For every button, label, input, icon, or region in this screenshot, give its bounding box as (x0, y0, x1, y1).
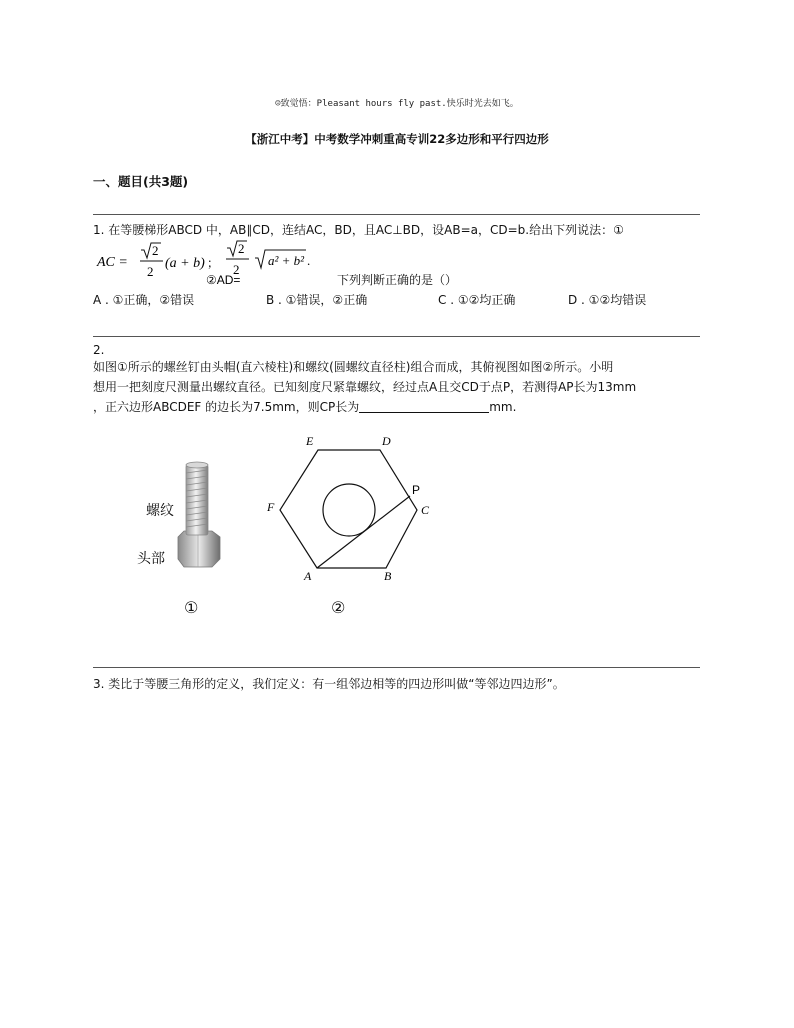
formula1-rad: 2 (152, 243, 159, 258)
line-AP (317, 496, 410, 568)
q3-text: 3. 类比于等腰三角形的定义，我们定义：有一组邻边相等的四边形叫做“等邻边四边形”。 (93, 677, 565, 691)
vertex-F: F (267, 500, 275, 514)
label-thread: 螺纹 (146, 503, 174, 519)
section-heading: 一、题目(共3题) (93, 174, 189, 189)
q1-option-c: C . ①②均正确 (438, 293, 516, 307)
q2-line2: 想用一把刻度尺测量出螺纹直径。已知刻度尺紧靠螺纹，经过点A且交CD于点P，若测得AP长为13mm (93, 380, 637, 394)
q2-line1: 如图①所示的螺丝钉由头帽(直六棱柱)和螺纹(圆螺纹直径柱)组合而成，其俯视图如图②所示。小明 (93, 360, 614, 374)
bolt-head (178, 531, 220, 567)
vertex-B: B (384, 569, 392, 583)
formula1-end: ； (207, 256, 220, 270)
divider-q2 (93, 336, 700, 337)
answer-blank (359, 400, 489, 413)
hexagon-diagram (262, 428, 442, 588)
point-P: P (412, 483, 421, 497)
vertex-E: E (306, 434, 314, 448)
q2-number: 2. (93, 343, 105, 357)
q1-judge: 下列判断正确的是（） (337, 273, 458, 287)
q2-line3-post: mm. (489, 400, 517, 414)
label-head: 头部 (137, 551, 165, 567)
q1-text: 1. 在等腰梯形ABCD 中，AB∥CD，连结AC，BD，且AC⊥BD，设AB=a，CD=b.给出下列说法：① (93, 223, 624, 237)
q1-option-b: B . ①错误，②正确 (266, 293, 368, 307)
q1-option-d: D . ①②均错误 (568, 293, 647, 307)
formula1-paren: (a + b) (165, 256, 205, 271)
formula2-den: 2 (233, 262, 240, 277)
figure-2-caption: ② (331, 598, 346, 617)
formula2-sqrt: a² + b² (268, 253, 305, 268)
vertex-A: A (304, 569, 312, 583)
formula1-den: 2 (147, 264, 154, 279)
figure-2-hexagon (262, 428, 442, 588)
page-title: 【浙江中考】中考数学冲刺重高专训22多边形和平行四边形 (245, 132, 549, 146)
q2-line3-pre: ，正六边形ABCDEF 的边长为7.5mm，则CP长为 (93, 400, 360, 414)
thread-circle (323, 484, 375, 536)
formula2-rad: 2 (238, 241, 245, 256)
divider-q3 (93, 667, 700, 668)
hexagon-shape (280, 450, 417, 568)
vertex-D: D (382, 434, 391, 448)
figure-1-caption: ① (184, 598, 199, 617)
motto: ☺致觉悟：Pleasant hours fly past.快乐时光去如飞。 (275, 99, 519, 109)
vertex-C: C (421, 503, 430, 517)
q1-option-a: A . ①正确，②错误 (93, 293, 195, 307)
divider-q1 (93, 214, 700, 215)
formula2-end: . (307, 253, 311, 268)
q2-line3 (93, 397, 703, 417)
formula2-lhs: ②AD= (206, 273, 241, 286)
formula1-lhs: AC = (97, 255, 128, 270)
